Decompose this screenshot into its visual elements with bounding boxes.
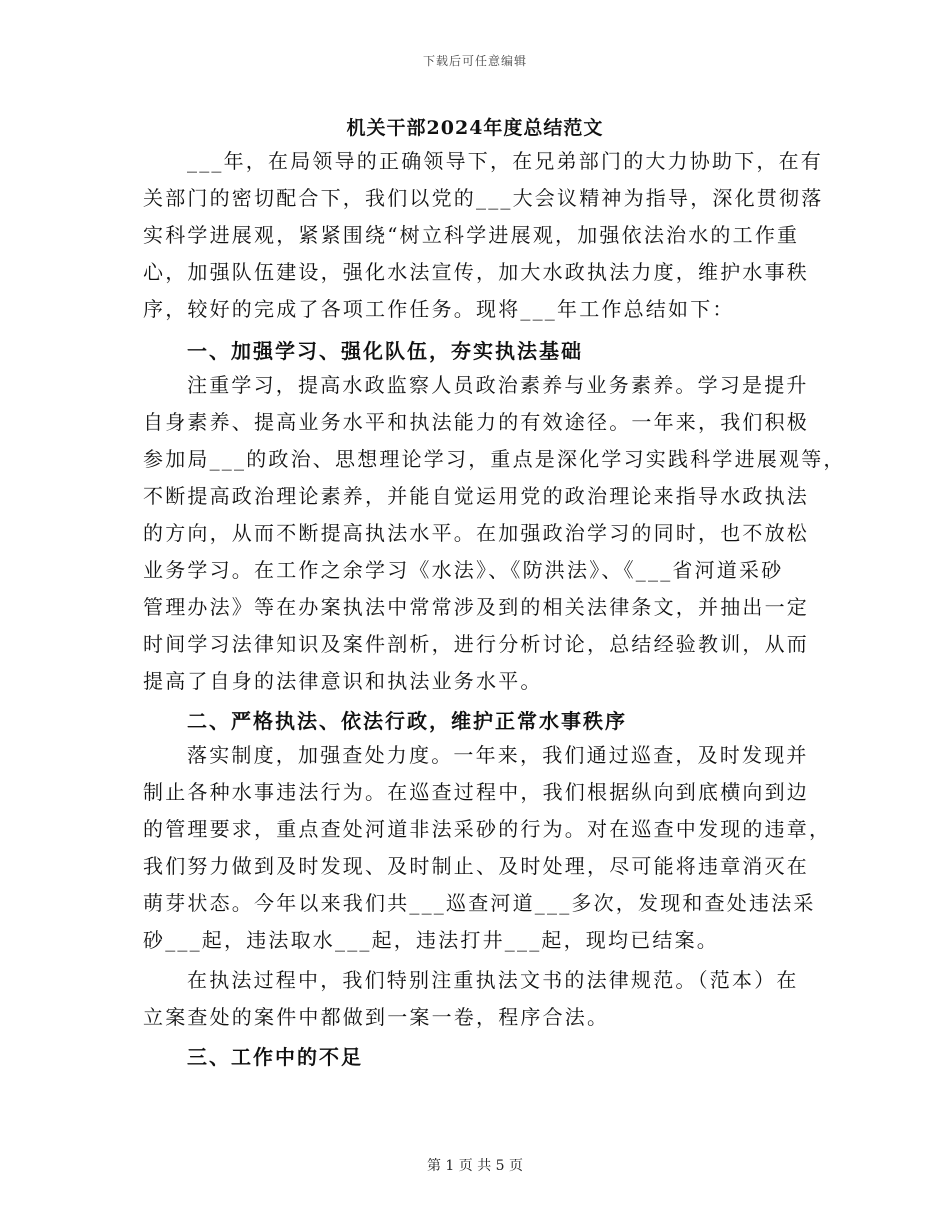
paragraph-line: 制止各种水事违法行为。在巡查过程中，我们根据纵向到底横向到边 (143, 780, 809, 804)
section-heading-3: 三、工作中的不足 (187, 1045, 363, 1069)
paragraph-line: 砂___起，违法取水___起，违法打井___起，现均已结案。 (143, 928, 719, 952)
page-header: 下载后可任意编辑 (422, 54, 527, 68)
section-heading-1: 一、加强学习、强化队伍，夯实执法基础 (187, 339, 583, 363)
paragraph-line: 自身素养、提高业务水平和执法能力的有效途径。一年来，我们积极 (143, 410, 809, 434)
paragraph-line: 提高了自身的法律意识和执法业务水平。 (143, 669, 543, 693)
paragraph-line: 关部门的密切配合下，我们以党的___大会议精神为指导，深化贯彻落 (143, 186, 824, 210)
paragraph-line: 的管理要求，重点查处河道非法采砂的行为。对在巡查中发现的违章， (143, 817, 832, 841)
paragraph-line: 在执法过程中，我们特别注重执法文书的法律规范。（范本）在 (187, 968, 799, 992)
paragraph-line: 立案查处的案件中都做到一案一卷，程序合法。 (143, 1005, 610, 1029)
paragraph-line: 管理办法》等在办案执法中常常涉及到的相关法律条文，并抽出一定 (143, 595, 809, 619)
paragraph-line: 的方向，从而不断提高执法水平。在加强政治学习的同时，也不放松 (143, 521, 809, 545)
section-heading-2: 二、严格执法、依法行政，维护正常水事秩序 (187, 709, 627, 733)
paragraph-line: 我们努力做到及时发现、及时制止、及时处理，尽可能将违章消灭在 (143, 854, 809, 878)
paragraph-line: 注重学习，提高水政监察人员政治素养与业务素养。学习是提升 (187, 373, 809, 397)
paragraph-line: 实科学进展观，紧紧围绕“树立科学进展观，加强依法治水的工作重 (143, 223, 800, 247)
paragraph-line: 心，加强队伍建设，强化水法宣传，加大水政执法力度，维护水事秩 (143, 260, 809, 284)
paragraph-line: 序，较好的完成了各项工作任务。现将___年工作总结如下： (143, 297, 735, 321)
paragraph-line: 时间学习法律知识及案件剖析，进行分析讨论，总结经验教训，从而 (143, 632, 809, 656)
paragraph-line: 萌芽状态。今年以来我们共___巡查河道___多次，发现和查处违法采 (143, 891, 816, 915)
paragraph-line: 参加局___的政治、思想理论学习，重点是深化学习实践科学进展观等， (143, 447, 846, 471)
paragraph-line: 不断提高政治理论素养，并能自觉运用党的政治理论来指导水政执法 (143, 484, 809, 508)
document-title: 机关干部2024年度总结范文 (346, 117, 604, 139)
paragraph-line: ___年，在局领导的正确领导下，在兄弟部门的大力协助下，在有 (187, 149, 823, 173)
page-footer: 第 1 页 共 5 页 (426, 1158, 524, 1174)
paragraph-line: 业务学习。在工作之余学习《水法》、《防洪法》、《___省河道采砂 (143, 558, 784, 582)
paragraph-line: 落实制度，加强查处力度。一年来，我们通过巡查，及时发现并 (187, 743, 809, 767)
